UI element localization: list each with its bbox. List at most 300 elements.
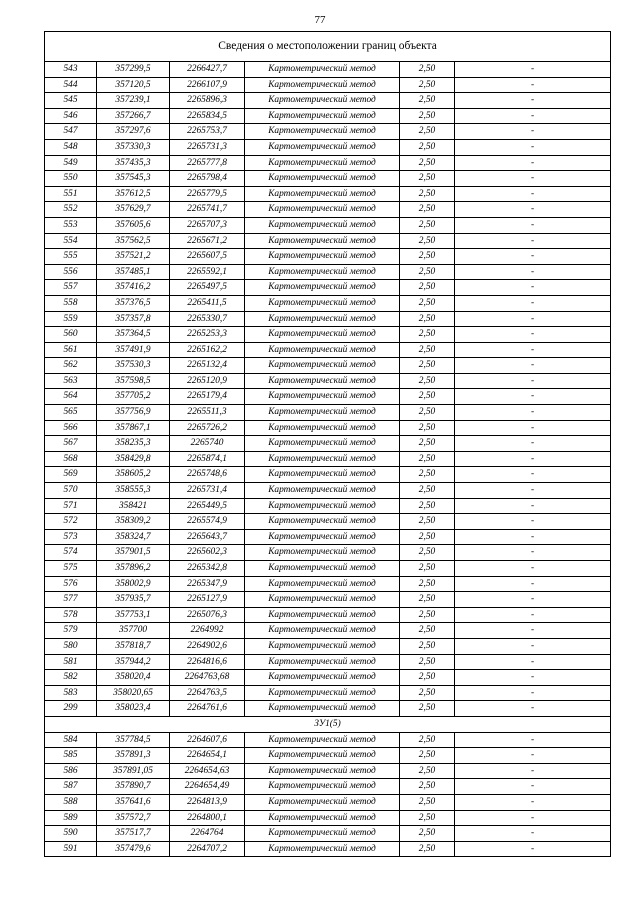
accuracy-cell: 2,50 — [400, 280, 455, 296]
point-number-cell: 581 — [45, 654, 97, 670]
method-cell: Картометрический метод — [245, 420, 400, 436]
point-number-cell: 544 — [45, 77, 97, 93]
description-cell: - — [455, 108, 611, 124]
table-row — [45, 280, 611, 296]
accuracy-cell: 2,50 — [400, 311, 455, 327]
coord-x-cell: 357901,5 — [97, 545, 170, 561]
coord-x-cell: 357891,05 — [97, 763, 170, 779]
accuracy-cell: 2,50 — [400, 576, 455, 592]
point-number-cell: 566 — [45, 420, 97, 436]
method-cell: Картометрический метод — [245, 77, 400, 93]
coord-x-cell: 357357,8 — [97, 311, 170, 327]
point-number-cell: 552 — [45, 202, 97, 218]
table-row — [45, 373, 611, 389]
accuracy-cell: 2,50 — [400, 654, 455, 670]
description-cell: - — [455, 483, 611, 499]
point-number-cell: 568 — [45, 451, 97, 467]
table-row — [45, 498, 611, 514]
coord-x-cell: 358002,9 — [97, 576, 170, 592]
accuracy-cell: 2,50 — [400, 451, 455, 467]
coord-x-cell: 357605,6 — [97, 217, 170, 233]
method-cell: Картометрический метод — [245, 389, 400, 405]
point-number-cell: 580 — [45, 638, 97, 654]
description-cell: - — [455, 467, 611, 483]
method-cell: Картометрический метод — [245, 732, 400, 748]
method-cell: Картометрический метод — [245, 685, 400, 701]
coord-x-cell: 357297,6 — [97, 124, 170, 140]
coord-x-cell: 357435,3 — [97, 155, 170, 171]
method-cell: Картометрический метод — [245, 841, 400, 857]
coord-y-cell: 2265511,3 — [170, 405, 245, 421]
coord-y-cell: 2265449,5 — [170, 498, 245, 514]
point-number-cell: 558 — [45, 295, 97, 311]
coord-y-cell: 2264816,6 — [170, 654, 245, 670]
table-row — [45, 77, 611, 93]
accuracy-cell: 2,50 — [400, 638, 455, 654]
method-cell: Картометрический метод — [245, 264, 400, 280]
method-cell: Картометрический метод — [245, 701, 400, 717]
description-cell: - — [455, 607, 611, 623]
method-cell: Картометрический метод — [245, 124, 400, 140]
coord-y-cell: 2265253,3 — [170, 327, 245, 343]
boundary-coordinates-table — [44, 31, 611, 857]
description-cell: - — [455, 810, 611, 826]
table-row — [45, 186, 611, 202]
coord-x-cell: 357517,7 — [97, 826, 170, 842]
point-number-cell: 591 — [45, 841, 97, 857]
table-row — [45, 327, 611, 343]
coord-y-cell: 2265602,3 — [170, 545, 245, 561]
method-cell: Картометрический метод — [245, 592, 400, 608]
coord-x-cell: 357491,9 — [97, 342, 170, 358]
table-row — [45, 545, 611, 561]
table-row — [45, 794, 611, 810]
accuracy-cell: 2,50 — [400, 701, 455, 717]
method-cell: Картометрический метод — [245, 186, 400, 202]
accuracy-cell: 2,50 — [400, 670, 455, 686]
coord-y-cell: 2264761,6 — [170, 701, 245, 717]
point-number-cell: 571 — [45, 498, 97, 514]
description-cell: - — [455, 794, 611, 810]
coord-y-cell: 2265132,4 — [170, 358, 245, 374]
point-number-cell: 590 — [45, 826, 97, 842]
coord-y-cell: 2265779,5 — [170, 186, 245, 202]
description-cell: - — [455, 561, 611, 577]
accuracy-cell: 2,50 — [400, 124, 455, 140]
description-cell: - — [455, 264, 611, 280]
point-number-cell: 548 — [45, 139, 97, 155]
method-cell: Картометрический метод — [245, 779, 400, 795]
method-cell: Картометрический метод — [245, 483, 400, 499]
accuracy-cell: 2,50 — [400, 810, 455, 826]
coord-y-cell: 2265707,3 — [170, 217, 245, 233]
accuracy-cell: 2,50 — [400, 592, 455, 608]
coord-x-cell: 357330,3 — [97, 139, 170, 155]
point-number-cell: 559 — [45, 311, 97, 327]
description-cell: - — [455, 217, 611, 233]
table-title: Сведения о местоположении границ объекта — [45, 32, 611, 62]
accuracy-cell: 2,50 — [400, 483, 455, 499]
description-cell: - — [455, 280, 611, 296]
point-number-cell: 579 — [45, 623, 97, 639]
accuracy-cell: 2,50 — [400, 77, 455, 93]
coord-y-cell: 2265643,7 — [170, 529, 245, 545]
point-number-cell: 561 — [45, 342, 97, 358]
method-cell: Картометрический метод — [245, 638, 400, 654]
coord-y-cell: 2264654,63 — [170, 763, 245, 779]
coord-y-cell: 2265748,6 — [170, 467, 245, 483]
coord-x-cell: 358235,3 — [97, 436, 170, 452]
method-cell: Картометрический метод — [245, 249, 400, 265]
method-cell: Картометрический метод — [245, 451, 400, 467]
description-cell: - — [455, 732, 611, 748]
description-cell: - — [455, 420, 611, 436]
point-number-cell: 585 — [45, 748, 97, 764]
coord-y-cell: 2265179,4 — [170, 389, 245, 405]
table-row — [45, 264, 611, 280]
accuracy-cell: 2,50 — [400, 529, 455, 545]
table-row — [45, 233, 611, 249]
accuracy-cell: 2,50 — [400, 545, 455, 561]
coord-y-cell: 2265741,7 — [170, 202, 245, 218]
method-cell: Картометрический метод — [245, 233, 400, 249]
coord-y-cell: 2265411,5 — [170, 295, 245, 311]
description-cell: - — [455, 451, 611, 467]
method-cell: Картометрический метод — [245, 280, 400, 296]
description-cell: - — [455, 576, 611, 592]
description-cell: - — [455, 498, 611, 514]
method-cell: Картометрический метод — [245, 826, 400, 842]
description-cell: - — [455, 638, 611, 654]
method-cell: Картометрический метод — [245, 93, 400, 109]
coord-y-cell: 2265874,1 — [170, 451, 245, 467]
coord-y-cell: 2265726,2 — [170, 420, 245, 436]
coord-y-cell: 2265120,9 — [170, 373, 245, 389]
description-cell: - — [455, 358, 611, 374]
point-number-cell: 555 — [45, 249, 97, 265]
description-cell: - — [455, 514, 611, 530]
table-row — [45, 295, 611, 311]
point-number-cell: 565 — [45, 405, 97, 421]
page-number: 77 — [314, 14, 326, 26]
point-number-cell: 563 — [45, 373, 97, 389]
accuracy-cell: 2,50 — [400, 436, 455, 452]
table-row — [45, 576, 611, 592]
method-cell: Картометрический метод — [245, 514, 400, 530]
table-row — [45, 249, 611, 265]
coord-y-cell: 2266427,7 — [170, 62, 245, 78]
coord-y-cell: 2264707,2 — [170, 841, 245, 857]
accuracy-cell: 2,50 — [400, 467, 455, 483]
point-number-cell: 572 — [45, 514, 97, 530]
table-title-row — [45, 32, 611, 62]
point-number-cell: 588 — [45, 794, 97, 810]
table-row — [45, 779, 611, 795]
point-number-cell: 574 — [45, 545, 97, 561]
accuracy-cell: 2,50 — [400, 264, 455, 280]
point-number-cell: 557 — [45, 280, 97, 296]
table-row — [45, 342, 611, 358]
description-cell: - — [455, 623, 611, 639]
table-body — [45, 32, 611, 857]
coord-y-cell: 2265740 — [170, 436, 245, 452]
point-number-cell: 578 — [45, 607, 97, 623]
coord-x-cell: 357818,7 — [97, 638, 170, 654]
point-number-cell: 547 — [45, 124, 97, 140]
accuracy-cell: 2,50 — [400, 498, 455, 514]
method-cell: Картометрический метод — [245, 498, 400, 514]
point-number-cell: 550 — [45, 171, 97, 187]
accuracy-cell: 2,50 — [400, 685, 455, 701]
table-row — [45, 685, 611, 701]
point-number-cell: 564 — [45, 389, 97, 405]
method-cell: Картометрический метод — [245, 62, 400, 78]
accuracy-cell: 2,50 — [400, 748, 455, 764]
accuracy-cell: 2,50 — [400, 295, 455, 311]
coord-y-cell: 2264992 — [170, 623, 245, 639]
coord-y-cell: 2265798,4 — [170, 171, 245, 187]
point-number-cell: 570 — [45, 483, 97, 499]
description-cell: - — [455, 77, 611, 93]
coord-y-cell: 2264654,49 — [170, 779, 245, 795]
coord-x-cell: 357612,5 — [97, 186, 170, 202]
table-row — [45, 436, 611, 452]
coord-x-cell: 357562,5 — [97, 233, 170, 249]
coord-x-cell: 358429,8 — [97, 451, 170, 467]
method-cell: Картометрический метод — [245, 202, 400, 218]
method-cell: Картометрический метод — [245, 342, 400, 358]
coord-x-cell: 357784,5 — [97, 732, 170, 748]
point-number-cell: 586 — [45, 763, 97, 779]
coord-x-cell: 357935,7 — [97, 592, 170, 608]
point-number-cell: 546 — [45, 108, 97, 124]
accuracy-cell: 2,50 — [400, 405, 455, 421]
table-row — [45, 607, 611, 623]
description-cell: - — [455, 841, 611, 857]
coord-x-cell: 357598,5 — [97, 373, 170, 389]
coord-y-cell: 2265834,5 — [170, 108, 245, 124]
description-cell: - — [455, 295, 611, 311]
coord-y-cell: 2265574,9 — [170, 514, 245, 530]
coord-y-cell: 2265342,8 — [170, 561, 245, 577]
description-cell: - — [455, 670, 611, 686]
accuracy-cell: 2,50 — [400, 171, 455, 187]
point-number-cell: 584 — [45, 732, 97, 748]
coord-x-cell: 358023,4 — [97, 701, 170, 717]
description-cell: - — [455, 389, 611, 405]
point-number-cell: 560 — [45, 327, 97, 343]
coord-x-cell: 358309,2 — [97, 514, 170, 530]
description-cell: - — [455, 701, 611, 717]
coord-x-cell: 357944,2 — [97, 654, 170, 670]
description-cell: - — [455, 779, 611, 795]
method-cell: Картометрический метод — [245, 139, 400, 155]
coord-y-cell: 2265671,2 — [170, 233, 245, 249]
table-row — [45, 623, 611, 639]
accuracy-cell: 2,50 — [400, 342, 455, 358]
description-cell: - — [455, 685, 611, 701]
point-number-cell: 553 — [45, 217, 97, 233]
coord-y-cell: 2265127,9 — [170, 592, 245, 608]
coord-y-cell: 2264764 — [170, 826, 245, 842]
description-cell: - — [455, 592, 611, 608]
description-cell: - — [455, 139, 611, 155]
table-row — [45, 841, 611, 857]
table-row — [45, 638, 611, 654]
method-cell: Картометрический метод — [245, 748, 400, 764]
table-row — [45, 670, 611, 686]
table-row — [45, 810, 611, 826]
accuracy-cell: 2,50 — [400, 779, 455, 795]
table-row — [45, 592, 611, 608]
coord-x-cell: 357266,7 — [97, 108, 170, 124]
coord-x-cell: 357896,2 — [97, 561, 170, 577]
accuracy-cell: 2,50 — [400, 794, 455, 810]
description-cell: - — [455, 373, 611, 389]
table-row — [45, 202, 611, 218]
method-cell: Картометрический метод — [245, 529, 400, 545]
method-cell: Картометрический метод — [245, 171, 400, 187]
method-cell: Картометрический метод — [245, 763, 400, 779]
accuracy-cell: 2,50 — [400, 389, 455, 405]
coord-y-cell: 2265731,3 — [170, 139, 245, 155]
accuracy-cell: 2,50 — [400, 763, 455, 779]
description-cell: - — [455, 342, 611, 358]
method-cell: Картометрический метод — [245, 358, 400, 374]
coord-x-cell: 357364,5 — [97, 327, 170, 343]
method-cell: Картометрический метод — [245, 670, 400, 686]
coord-x-cell: 357120,5 — [97, 77, 170, 93]
coord-x-cell: 357867,1 — [97, 420, 170, 436]
accuracy-cell: 2,50 — [400, 217, 455, 233]
table-row — [45, 311, 611, 327]
description-cell: - — [455, 171, 611, 187]
coord-x-cell: 357629,7 — [97, 202, 170, 218]
coord-x-cell: 357416,2 — [97, 280, 170, 296]
description-cell: - — [455, 124, 611, 140]
table-row — [45, 701, 611, 717]
table-row — [45, 93, 611, 109]
table-row — [45, 451, 611, 467]
point-number-cell: 589 — [45, 810, 97, 826]
accuracy-cell: 2,50 — [400, 732, 455, 748]
point-number-cell: 551 — [45, 186, 97, 202]
section-label: ЗУ1(5) — [45, 716, 611, 732]
accuracy-cell: 2,50 — [400, 93, 455, 109]
description-cell: - — [455, 826, 611, 842]
method-cell: Картометрический метод — [245, 217, 400, 233]
point-number-cell: 573 — [45, 529, 97, 545]
coord-x-cell: 357700 — [97, 623, 170, 639]
accuracy-cell: 2,50 — [400, 186, 455, 202]
description-cell: - — [455, 763, 611, 779]
coord-x-cell: 358605,2 — [97, 467, 170, 483]
table-row — [45, 217, 611, 233]
table-row — [45, 514, 611, 530]
coord-y-cell: 2265347,9 — [170, 576, 245, 592]
coord-x-cell: 358421 — [97, 498, 170, 514]
accuracy-cell: 2,50 — [400, 155, 455, 171]
coord-x-cell: 357530,3 — [97, 358, 170, 374]
coord-x-cell: 357572,7 — [97, 810, 170, 826]
section-header-row — [45, 716, 611, 732]
accuracy-cell: 2,50 — [400, 233, 455, 249]
coord-y-cell: 2264763,5 — [170, 685, 245, 701]
table-row — [45, 62, 611, 78]
method-cell: Картометрический метод — [245, 373, 400, 389]
coord-x-cell: 358324,7 — [97, 529, 170, 545]
coord-x-cell: 357705,2 — [97, 389, 170, 405]
description-cell: - — [455, 93, 611, 109]
coord-x-cell: 357890,7 — [97, 779, 170, 795]
table-row — [45, 561, 611, 577]
method-cell: Картометрический метод — [245, 794, 400, 810]
accuracy-cell: 2,50 — [400, 607, 455, 623]
coord-x-cell: 357641,6 — [97, 794, 170, 810]
table-row — [45, 389, 611, 405]
coord-y-cell: 2265497,5 — [170, 280, 245, 296]
table-row — [45, 108, 611, 124]
point-number-cell: 549 — [45, 155, 97, 171]
coord-x-cell: 357299,5 — [97, 62, 170, 78]
description-cell: - — [455, 233, 611, 249]
table-row — [45, 124, 611, 140]
accuracy-cell: 2,50 — [400, 327, 455, 343]
point-number-cell: 583 — [45, 685, 97, 701]
coord-y-cell: 2264902,6 — [170, 638, 245, 654]
table-row — [45, 171, 611, 187]
table-row — [45, 529, 611, 545]
description-cell: - — [455, 436, 611, 452]
coord-y-cell: 2265330,7 — [170, 311, 245, 327]
point-number-cell: 576 — [45, 576, 97, 592]
table-row — [45, 139, 611, 155]
coord-y-cell: 2265731,4 — [170, 483, 245, 499]
accuracy-cell: 2,50 — [400, 62, 455, 78]
method-cell: Картометрический метод — [245, 108, 400, 124]
point-number-cell: 569 — [45, 467, 97, 483]
method-cell: Картометрический метод — [245, 607, 400, 623]
coord-x-cell: 357521,2 — [97, 249, 170, 265]
table-row — [45, 763, 611, 779]
point-number-cell: 545 — [45, 93, 97, 109]
method-cell: Картометрический метод — [245, 436, 400, 452]
coord-y-cell: 2265607,5 — [170, 249, 245, 265]
point-number-cell: 299 — [45, 701, 97, 717]
table-row — [45, 358, 611, 374]
accuracy-cell: 2,50 — [400, 514, 455, 530]
coord-y-cell: 2265777,8 — [170, 155, 245, 171]
accuracy-cell: 2,50 — [400, 373, 455, 389]
point-number-cell: 562 — [45, 358, 97, 374]
coord-x-cell: 357545,3 — [97, 171, 170, 187]
accuracy-cell: 2,50 — [400, 561, 455, 577]
accuracy-cell: 2,50 — [400, 249, 455, 265]
description-cell: - — [455, 249, 611, 265]
description-cell: - — [455, 748, 611, 764]
point-number-cell: 567 — [45, 436, 97, 452]
coord-y-cell: 2264800,1 — [170, 810, 245, 826]
accuracy-cell: 2,50 — [400, 420, 455, 436]
method-cell: Картометрический метод — [245, 327, 400, 343]
coord-y-cell: 2264813,9 — [170, 794, 245, 810]
method-cell: Картометрический метод — [245, 654, 400, 670]
coord-y-cell: 2265753,7 — [170, 124, 245, 140]
coord-x-cell: 358020,65 — [97, 685, 170, 701]
description-cell: - — [455, 529, 611, 545]
accuracy-cell: 2,50 — [400, 202, 455, 218]
coord-x-cell: 357239,1 — [97, 93, 170, 109]
